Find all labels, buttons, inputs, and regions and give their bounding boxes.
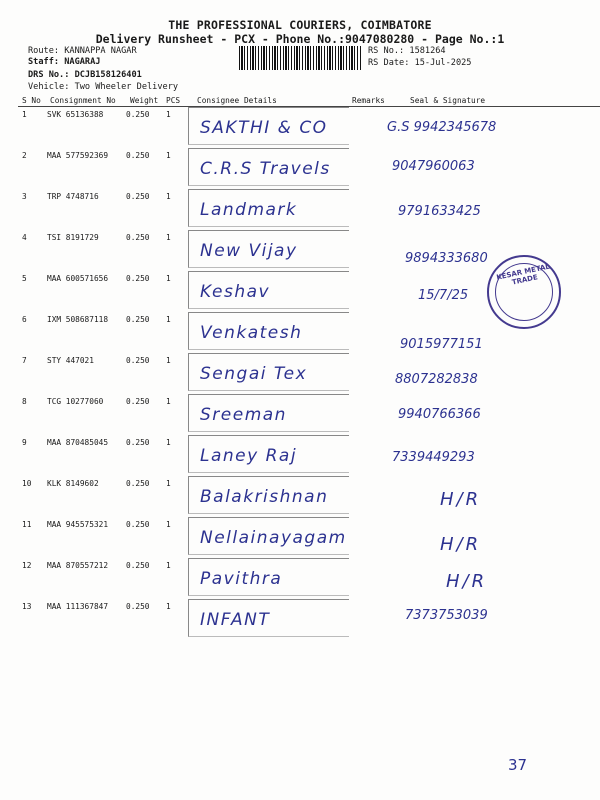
row-signature: 9940766366 [398,407,481,422]
company-seal-stamp: KESAR METAL TRADE [487,255,561,329]
row-consignment-no: MAA 945575321 [47,520,109,529]
row-signature: H/R [440,489,482,510]
row-sno: 4 [22,233,27,242]
row-consignee: New Vijay [200,241,298,261]
row-pcs: 1 [166,602,171,611]
row-pcs: 1 [166,233,171,242]
row-signature: 9894333680 [405,251,488,266]
row-consignment-no: MAA 870485045 [47,438,109,447]
col-header-pcs: PCS [166,96,181,105]
drs-number: DRS No.: DCJB158126401 [28,70,142,80]
row-signature: H/R [446,571,488,592]
row-pcs: 1 [166,274,171,283]
row-weight: 0.250 [126,520,150,529]
row-signature: 7373753039 [405,608,488,623]
row-weight: 0.250 [126,397,150,406]
rs-date: RS Date: 15-Jul-2025 [368,58,472,68]
row-consignment-no: MAA 600571656 [47,274,109,283]
row-sno: 10 [22,479,32,488]
barcode-image [239,46,361,70]
row-sno: 7 [22,356,27,365]
row-consignment-no: MAA 577592369 [47,151,109,160]
row-weight: 0.250 [126,561,150,570]
col-header-sno: S No [22,96,41,105]
staff-label: Staff: NAGARAJ [28,57,101,67]
row-weight: 0.250 [126,233,150,242]
row-pcs: 1 [166,110,171,119]
row-sno: 2 [22,151,27,160]
row-weight: 0.250 [126,356,150,365]
col-header-signature: Seal & Signature [410,96,486,105]
row-pcs: 1 [166,192,171,201]
row-consignee: Landmark [200,200,298,220]
row-weight: 0.250 [126,192,150,201]
page-mark: 37 [508,756,528,774]
row-signature: H/R [440,534,482,555]
row-consignee: Nellainayagam [200,528,347,548]
row-consignee: Laney Raj [200,446,298,466]
runsheet-subtitle: Delivery Runsheet - PCX - Phone No.:9047080280 - Page No.:1 [95,32,505,46]
row-weight: 0.250 [126,151,150,160]
col-header-weight: Weight [130,96,159,105]
col-header-consignment: Consignment No [50,96,116,105]
row-consignment-no: STY 447021 [47,356,94,365]
rs-number: RS No.: 1581264 [368,46,446,56]
row-signature: 9791633425 [398,204,481,219]
row-consignee: SAKTHI & CO [200,118,328,138]
row-consignee: Pavithra [200,569,283,589]
route-label: Route: KANNAPPA NAGAR [28,46,137,56]
row-signature: 7339449293 [392,450,475,465]
company-title: THE PROFESSIONAL COURIERS, COIMBATORE [168,18,432,32]
row-pcs: 1 [166,397,171,406]
row-sno: 5 [22,274,27,283]
col-header-consignee: Consignee Details [197,96,277,105]
row-consignee: Venkatesh [200,323,303,343]
row-consignment-no: TSI 8191729 [47,233,99,242]
row-consignee: INFANT [200,610,271,630]
row-consignee: C.R.S Travels [200,159,331,179]
row-sno: 3 [22,192,27,201]
row-pcs: 1 [166,520,171,529]
row-weight: 0.250 [126,602,150,611]
col-header-remarks: Remarks [352,96,385,105]
row-sno: 1 [22,110,27,119]
row-pcs: 1 [166,479,171,488]
row-weight: 0.250 [126,110,150,119]
row-signature: 9047960063 [392,159,475,174]
row-sno: 11 [22,520,32,529]
row-consignment-no: MAA 870557212 [47,561,109,570]
row-pcs: 1 [166,315,171,324]
row-weight: 0.250 [126,438,150,447]
row-weight: 0.250 [126,274,150,283]
row-signature: 15/7/25 [418,288,469,303]
row-consignment-no: IXM 508687118 [47,315,109,324]
row-consignment-no: TCG 10277060 [47,397,104,406]
row-consignee: Sengai Tex [200,364,308,384]
row-consignee: Sreeman [200,405,287,425]
row-sno: 6 [22,315,27,324]
row-consignment-no: TRP 4748716 [47,192,99,201]
row-pcs: 1 [166,561,171,570]
row-signature: 9015977151 [400,337,483,352]
row-consignment-no: KLK 8149602 [47,479,99,488]
row-pcs: 1 [166,438,171,447]
row-signature: G.S 9942345678 [387,120,497,135]
row-consignee: Balakrishnan [200,487,329,507]
row-pcs: 1 [166,151,171,160]
row-consignee: Keshav [200,282,271,302]
row-signature: 8807282838 [395,372,478,387]
row-sno: 12 [22,561,32,570]
row-sno: 8 [22,397,27,406]
row-consignment-no: MAA 111367847 [47,602,109,611]
row-sno: 13 [22,602,32,611]
row-weight: 0.250 [126,479,150,488]
row-consignment-no: SVK 65136388 [47,110,104,119]
row-weight: 0.250 [126,315,150,324]
row-sno: 9 [22,438,27,447]
row-pcs: 1 [166,356,171,365]
vehicle-label: Vehicle: Two Wheeler Delivery [28,82,179,92]
